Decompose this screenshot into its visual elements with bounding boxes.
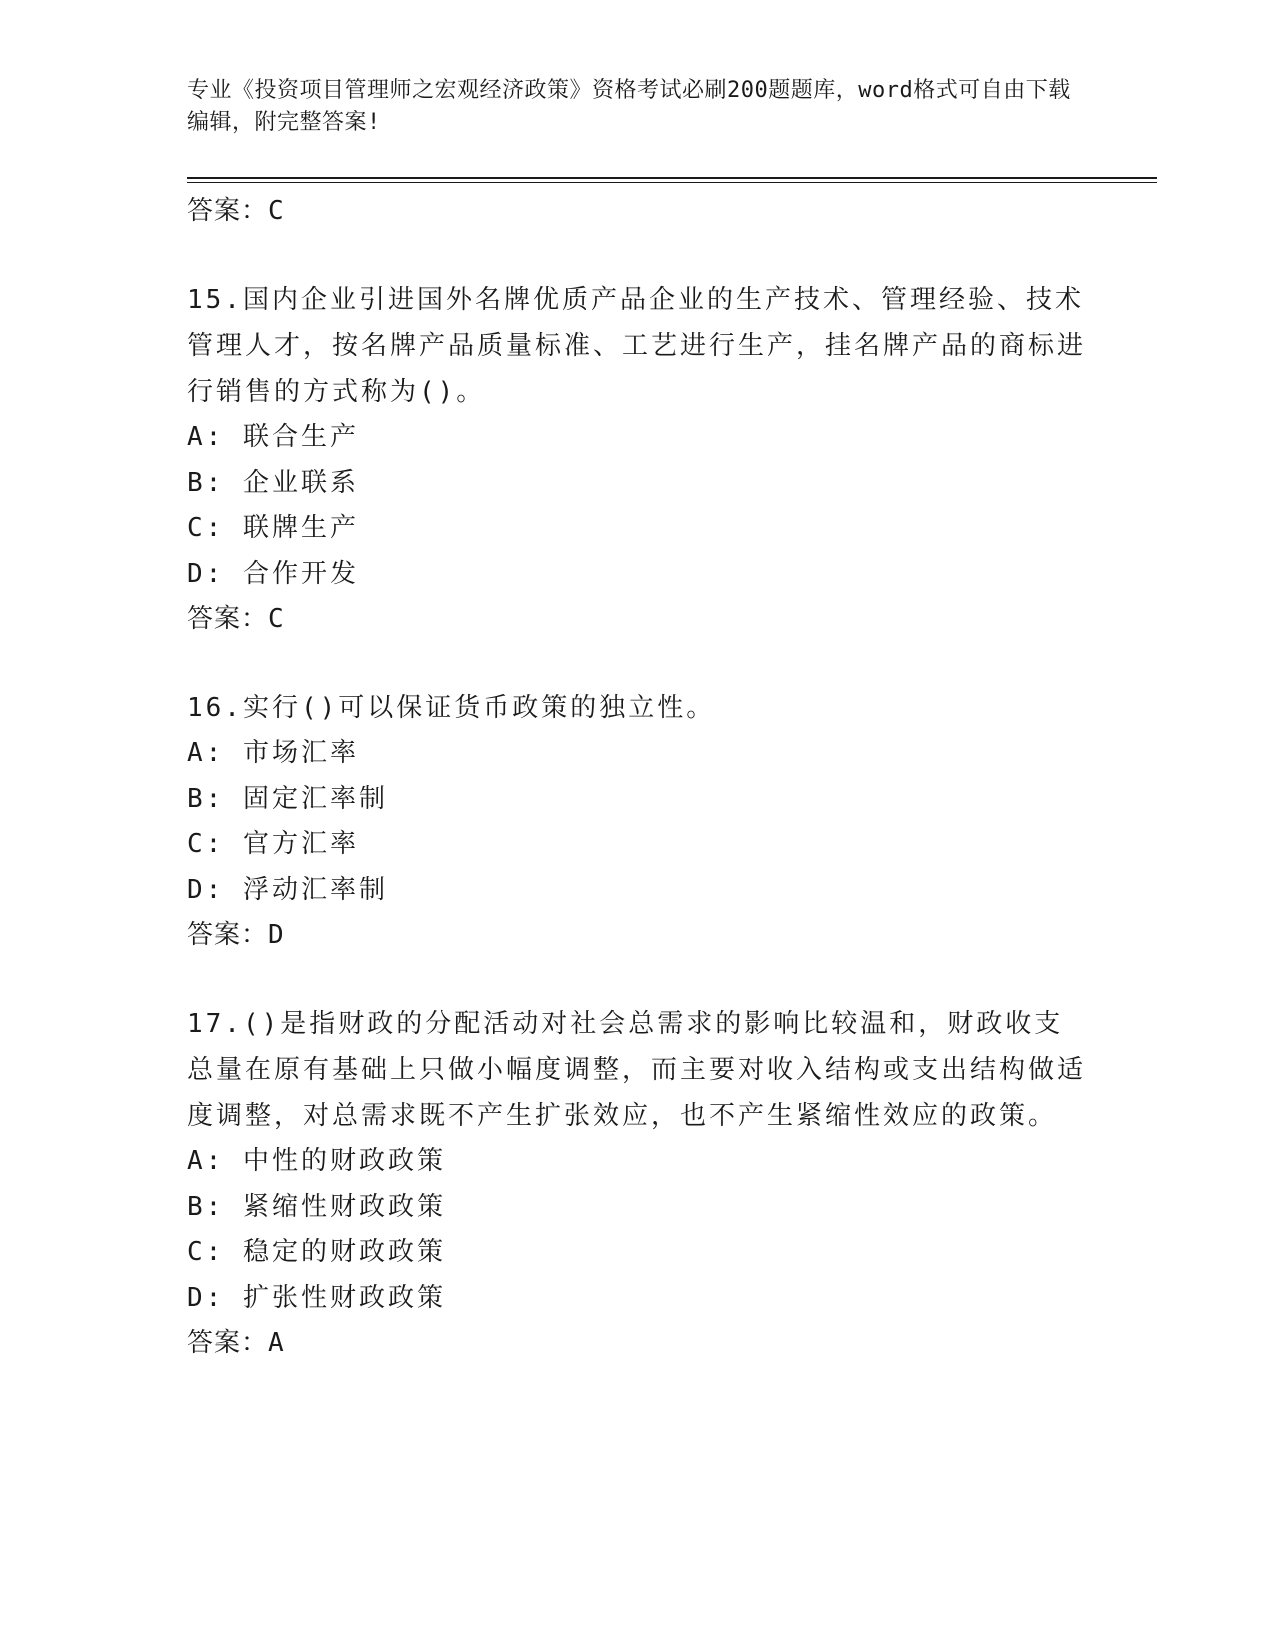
header-rule-thick [187, 177, 1157, 179]
option-d: D: 合作开发 [187, 558, 359, 589]
question-stem: 16.实行()可以保证货币政策的独立性。 [187, 693, 716, 723]
answer: 答案：A [187, 1328, 285, 1358]
question-15 [187, 277, 1087, 641]
option-a: A: 联合生产 [187, 422, 359, 452]
option-b: B: 固定汇率制 [187, 783, 388, 814]
question-17 [187, 1001, 1087, 1365]
option-c: C: 稳定的财政政策 [187, 1237, 446, 1267]
document-header: 专业《投资项目管理师之宏观经济政策》资格考试必刷200题题库，word格式可自由下载编辑，附完整答案! [187, 78, 1071, 135]
answer: 答案：C [187, 604, 285, 634]
option-d: D: 扩张性财政政策 [187, 1282, 446, 1313]
question-stem: 15.国内企业引进国外名牌优质产品企业的生产技术、管理经验、技术管理人才，按名牌产品质量标准、工艺进行生产，挂名牌产品的商标进行销售的方式称为()。 [187, 285, 1087, 407]
option-c: C: 官方汇率 [187, 829, 359, 859]
previous-answer: 答案：C [187, 196, 285, 226]
option-a: A: 市场汇率 [187, 738, 359, 768]
answer: 答案：D [187, 920, 285, 950]
option-a: A: 中性的财政政策 [187, 1146, 446, 1176]
option-c: C: 联牌生产 [187, 513, 359, 543]
option-b: B: 企业联系 [187, 467, 359, 498]
option-b: B: 紧缩性财政政策 [187, 1191, 446, 1222]
question-list [187, 189, 1087, 1365]
option-d: D: 浮动汇率制 [187, 874, 388, 905]
question-stem: 17.()是指财政的分配活动对社会总需求的影响比较温和，财政收支总量在原有基础上只做小幅度调整，而主要对收入结构或支出结构做适度调整，对总需求既不产生扩张效应，也不产生紧缩性效应的政策。 [187, 1009, 1087, 1131]
header-rule-thin [187, 182, 1157, 183]
question-16 [187, 685, 1087, 957]
